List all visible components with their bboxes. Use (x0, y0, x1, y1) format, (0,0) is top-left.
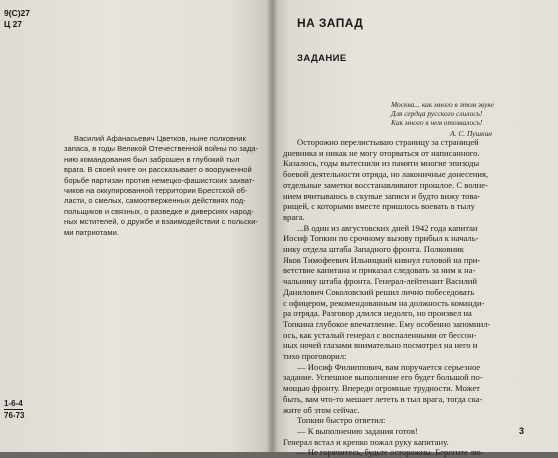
body-line: — Не горячитесь, будьте осторожны. Берегите лю- (297, 447, 484, 458)
body-line: Яков Тимофеевич Ильницкий кивнул головой на при- (283, 254, 481, 265)
body-line: ных ночей глазами внимательно посмотрел на него и (283, 340, 478, 351)
body-line: задание. Успешное выполнение его будет большой по- (283, 372, 483, 383)
body-line: ветствие капитана и приказал следовать за ним к на- (283, 265, 476, 276)
body-line: нику отдела штаба Западного фронта. Полковник (283, 244, 464, 255)
catalog-index (4, 8, 30, 30)
body-line: Топкин быстро ответил: (297, 415, 386, 426)
epigraph-line: Москва... как много в этом звуке (391, 100, 494, 109)
catalog-line: Ц 27 (4, 19, 23, 29)
body-line: чальнику штаба фронта. Генерал-лейтенант Василий (283, 276, 477, 287)
annotation-line: ных мстителей, о дружбе и взаимодействии с польски- (64, 217, 258, 227)
body-line: боевой деятельности отряда, но лаконичные донесения, (283, 169, 489, 180)
body-line: рищей, с которыми вместе пришлось воевать в тылу (283, 201, 475, 212)
annotation-line: ми патриотами. (64, 227, 119, 237)
body-text (283, 137, 553, 458)
annotation-line: запаса, в годы Великой Отечественной войны по зада- (64, 144, 259, 154)
body-line: мощью фронту. Впереди огромные трудности. Может (283, 383, 480, 394)
body-line: — Иосиф Филиппович, вам поручается серьезное (297, 361, 481, 372)
body-line: врага. (283, 211, 305, 222)
code-denominator: 76-73 (4, 411, 25, 420)
epigraph-line: Для сердца русского слилось! (391, 109, 483, 119)
annotation-line: врага. В своей книге он рассказывает о вооруженной (64, 165, 252, 175)
body-line: ...В один из августовских дней 1942 года капитан (297, 222, 478, 233)
body-line: нием вчитываюсь в скупые записи и будто вижу това- (283, 190, 481, 201)
epigraph (391, 100, 494, 138)
annotation-line: польщиков и связных, о разведке и диверсиях народ- (64, 206, 254, 216)
annotation-line: Василий Афанасьевич Цветков, ныне полковник (74, 134, 246, 143)
body-line: Казалось, годы вытеснили из памяти многие эпизоды (283, 158, 480, 169)
annotation-line: ласти, о смелых, самоотверженных действиях под- (64, 196, 246, 206)
body-line: Осторожно перелистываю страницу за страницей (297, 137, 479, 147)
body-line: Данилович Соколовский решил лично побеседовать (283, 286, 475, 297)
body-line: Генерал встал и крепко пожал руку капитану. (283, 436, 449, 447)
body-line: тихо проговорил: (283, 351, 347, 362)
body-line: отдельные заметки восстанавливают прошлое. С волне- (283, 179, 488, 190)
annotation-line: нию командования был заброшен в глубокий тыл (64, 154, 240, 164)
chapter-title: НА ЗАПАД (297, 16, 364, 30)
annotation-line: чиков на оккупированной территории Брестской об- (64, 186, 248, 196)
code-numerator: 1-6-4 (4, 399, 23, 408)
publication-code (4, 398, 24, 421)
epigraph-line: Как много в нем отозвалось! (391, 118, 483, 128)
catalog-line: 9(С)27 (4, 8, 30, 18)
body-line: ра отряда. Разговор длился недолго, но произвел на (283, 308, 472, 319)
book-gutter (266, 0, 278, 452)
body-line: быть, вам что-то мешает лететь в тыл врага, тогда ска- (283, 393, 483, 404)
book-annotation (64, 134, 260, 238)
page-number: 3 (519, 426, 525, 436)
body-line: Иосиф Топкин по срочному вызову прибыл к началь- (283, 233, 479, 244)
epigraph-author: А. С. Пушкин (450, 128, 492, 138)
body-line: — К выполнению задания готов! (297, 425, 418, 436)
body-line: Топкина глубокое впечатление. Ему особенно запомнил- (283, 318, 491, 329)
body-line: ось, как усталый генерал с воспаленными от бессон- (283, 329, 477, 340)
annotation-line: борьбе партизан против немецко-фашистских захват- (64, 175, 255, 185)
body-line: с офицером, рекомендованным на должность команди- (283, 297, 485, 308)
body-line: дневника и никак не могу оторваться от написанного. (283, 147, 480, 158)
section-title: ЗАДАНИЕ (297, 53, 347, 64)
body-line: жите об этом сейчас. (283, 404, 360, 415)
